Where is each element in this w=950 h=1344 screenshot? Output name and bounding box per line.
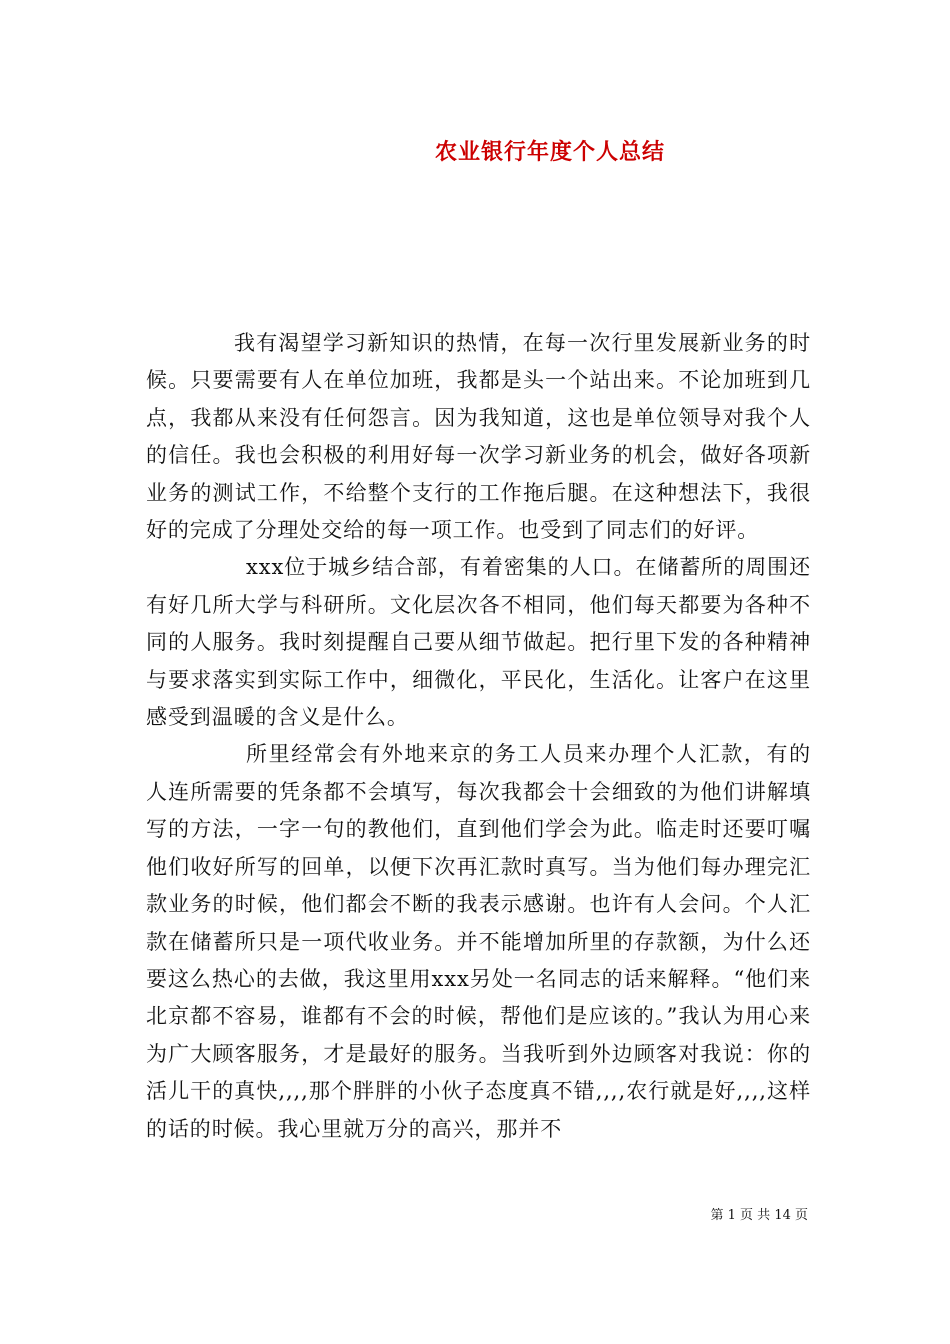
paragraph-2: xxx位于城乡结合部，有着密集的人口。在储蓄所的周围还有好几所大学与科研所。文化层次各不相同，他们每天都要为各种不同的人服务。我时刻提醒自己要从细节做起。把行里下发的各种精神与要求落实到实际工作中，细微化，平民化，生活化。让客户在这里感受到温暖的含义是什么。 xyxy=(146,555,811,730)
paragraph-1: 我有渴望学习新知识的热情，在每一次行里发展新业务的时候。只要需要有人在单位加班，我都是头一个站出来。不论加班到几点，我都从来没有任何怨言。因为我知道，这也是单位领导对我个人的信任。我也会积极的利用好每一次学习新业务的机会，做好各项新业务的测试工作，不给整个支行的工作拖后腿。在这种想法下，我很好的完成了分理处交给的每一项工作。也受到了同志们的好评。 xyxy=(146,331,811,543)
page-number-footer: 第 1 页 共 14 页 xyxy=(710,1208,808,1223)
paragraph-3: 所里经常会有外地来京的务工人员来办理个人汇款，有的人连所需要的凭条都不会填写，每次我都会十会细致的为他们讲解填写的方法，一字一句的教他们，直到他们学会为此。临走时还要叮嘱他们收好所写的回单，以便下次再汇款时真写。当为他们每办理完汇款业务的时候，他们都会不断的我表示感谢。也许有人会问。个人汇款在储蓄所只是一项代收业务。并不能增加所里的存款额，为什么还要这么热心的去做，我这里用xxx另处一名同志的话来解释。“他们来北京都不容易，谁都有不会的时候，帮他们是应该的。”我认为用心来为广大顾客服务，才是最好的服务。当我听到外边顾客对我说：你的活儿干的真快,,,,那个胖胖的小伙子态度真不错,,,,农行就是好,,,,这样的话的时候。我心里就万分的高兴，那并不 xyxy=(146,742,811,1141)
document-title: 农业银行年度个人总结 xyxy=(434,139,665,165)
document-body xyxy=(146,325,811,1148)
